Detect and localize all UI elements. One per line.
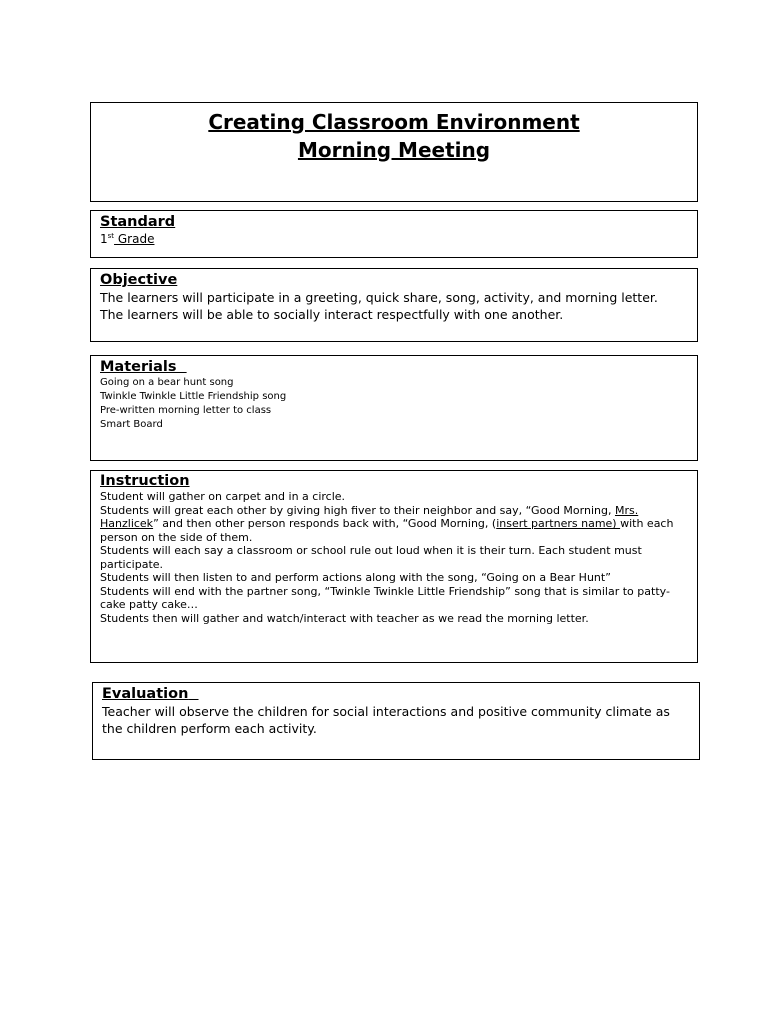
instruction-line: Students then will gather and watch/interact with teacher as we read the morning letter. bbox=[100, 611, 589, 625]
evaluation-box bbox=[92, 682, 700, 760]
materials-item: Going on a bear hunt song bbox=[100, 377, 234, 388]
standard-heading: Standard bbox=[100, 214, 176, 230]
materials-item: Pre-written morning letter to class bbox=[100, 405, 272, 416]
instruction-line: Students will great each other by giving high fiver to their neighbor and say, “Good Morning, Mrs. Hanzlicek” and then other person responds back with, “Good Morning, (insert partners name) with each person on the side of them. bbox=[100, 503, 674, 544]
instruction-heading: Instruction bbox=[100, 473, 190, 489]
objective-line-1: The learners will participate in a greeting, quick share, song, activity, and morning letter. bbox=[100, 290, 658, 305]
objective-line-2: The learners will be able to socially interact respectfully with one another. bbox=[100, 307, 564, 322]
objective-heading: Objective bbox=[100, 272, 178, 288]
instruction-line: Students will each say a classroom or school rule out loud when it is their turn. Each student must participate. bbox=[100, 544, 642, 571]
instruction-line: Student will gather on carpet and in a circle. bbox=[100, 490, 346, 503]
materials-box bbox=[90, 355, 698, 461]
standard-grade bbox=[100, 231, 688, 248]
title-box bbox=[90, 102, 698, 202]
grade-number: 1 bbox=[100, 232, 108, 246]
insert-partner-name: insert partners name) bbox=[496, 517, 621, 530]
instruction-box bbox=[90, 470, 698, 663]
standard-box bbox=[90, 210, 698, 258]
evaluation-heading: Evaluation bbox=[102, 686, 189, 702]
materials-heading: Materials bbox=[100, 359, 177, 375]
evaluation-text: Teacher will observe the children for social interactions and positive community climate as the children perform each activity. bbox=[102, 704, 670, 736]
title-line-1: Creating Classroom Environment bbox=[208, 110, 580, 134]
objective-box bbox=[90, 268, 698, 342]
grade-suffix: st bbox=[107, 232, 115, 240]
grade-label: Grade bbox=[114, 232, 155, 246]
title-line-2: Morning Meeting bbox=[297, 138, 491, 162]
instruction-line: Students will then listen to and perform actions along with the song, “Going on a Bear Hunt” bbox=[100, 571, 611, 584]
materials-item: Smart Board bbox=[100, 419, 163, 430]
materials-item: Twinkle Twinkle Little Friendship song bbox=[100, 391, 287, 402]
instruction-line: Students will end with the partner song, “Twinkle Twinkle Little Friendship” song that is similar to patty-cake patty cake… bbox=[100, 584, 670, 611]
teacher-name: Mrs. Hanzlicek bbox=[100, 503, 639, 530]
